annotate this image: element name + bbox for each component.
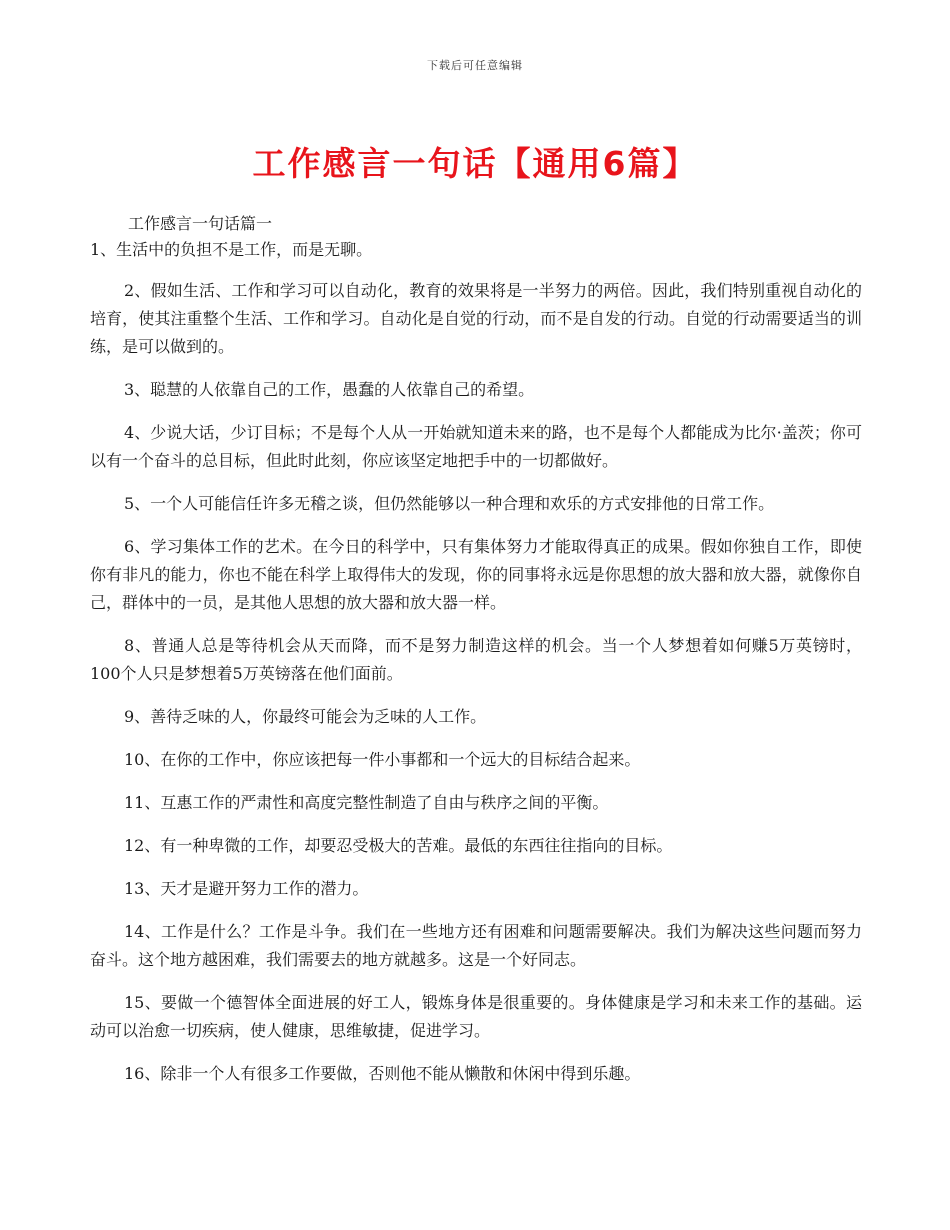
list-item: 12、有一种卑微的工作，却要忍受极大的苦难。最低的东西往往指向的目标。 [124, 836, 673, 855]
list-item: 5、一个人可能信任许多无稽之谈，但仍然能够以一种合理和欢乐的方式安排他的日常工作。 [124, 494, 775, 513]
list-item: 10、在你的工作中，你应该把每一件小事都和一个远大的目标结合起来。 [124, 750, 641, 769]
list-item: 9、善待乏味的人，你最终可能会为乏味的人工作。 [124, 707, 487, 726]
list-item: 15、要做一个德智体全面进展的好工人，锻炼身体是很重要的。身体健康是学习和未来工作的基础。运动可以治愈一切疾病，使人健康，思维敏捷，促进学习。 [90, 993, 862, 1040]
list-item: 11、互惠工作的严肃性和高度完整性制造了自由与秩序之间的平衡。 [124, 793, 609, 812]
section-heading: 工作感言一句话篇一 [128, 214, 273, 233]
list-item: 4、少说大话，少订目标；不是每个人从一开始就知道未来的路，也不是每个人都能成为比尔·盖茨；你可以有一个奋斗的总目标，但此时此刻，你应该坚定地把手中的一切都做好。 [90, 423, 862, 470]
list-item: 13、天才是避开努力工作的潜力。 [124, 879, 369, 898]
header-note: 下载后可任意编辑 [427, 59, 523, 72]
list-item: 2、假如生活、工作和学习可以自动化，教育的效果将是一半努力的两倍。因此，我们特别重视自动化的培育，使其注重整个生活、工作和学习。自动化是自觉的行动，而不是自发的行动。自觉的行动需要适当的训练，是可以做到的。 [90, 281, 862, 356]
document-title: 工作感言一句话【通用6篇】 [252, 144, 698, 183]
list-item: 8、普通人总是等待机会从天而降，而不是努力制造这样的机会。当一个人梦想着如何赚5万英镑时，100个人只是梦想着5万英镑落在他们面前。 [90, 636, 862, 683]
list-item: 14、工作是什么？工作是斗争。我们在一些地方还有困难和问题需要解决。我们为解决这些问题而努力奋斗。这个地方越困难，我们需要去的地方就越多。这是一个好同志。 [90, 922, 862, 969]
list-item: 3、聪慧的人依靠自己的工作，愚蠢的人依靠自己的希望。 [124, 380, 535, 399]
list-item: 16、除非一个人有很多工作要做，否则他不能从懒散和休闲中得到乐趣。 [124, 1064, 641, 1083]
document-body [90, 212, 862, 1103]
list-item: 6、学习集体工作的艺术。在今日的科学中，只有集体努力才能取得真正的成果。假如你独自工作，即使你有非凡的能力，你也不能在科学上取得伟大的发现，你的同事将永远是你思想的放大器和放大器，就像你自己，群体中的一员，是其他人思想的放大器和放大器一样。 [90, 537, 862, 612]
list-item: 1、生活中的负担不是工作，而是无聊。 [90, 240, 373, 259]
